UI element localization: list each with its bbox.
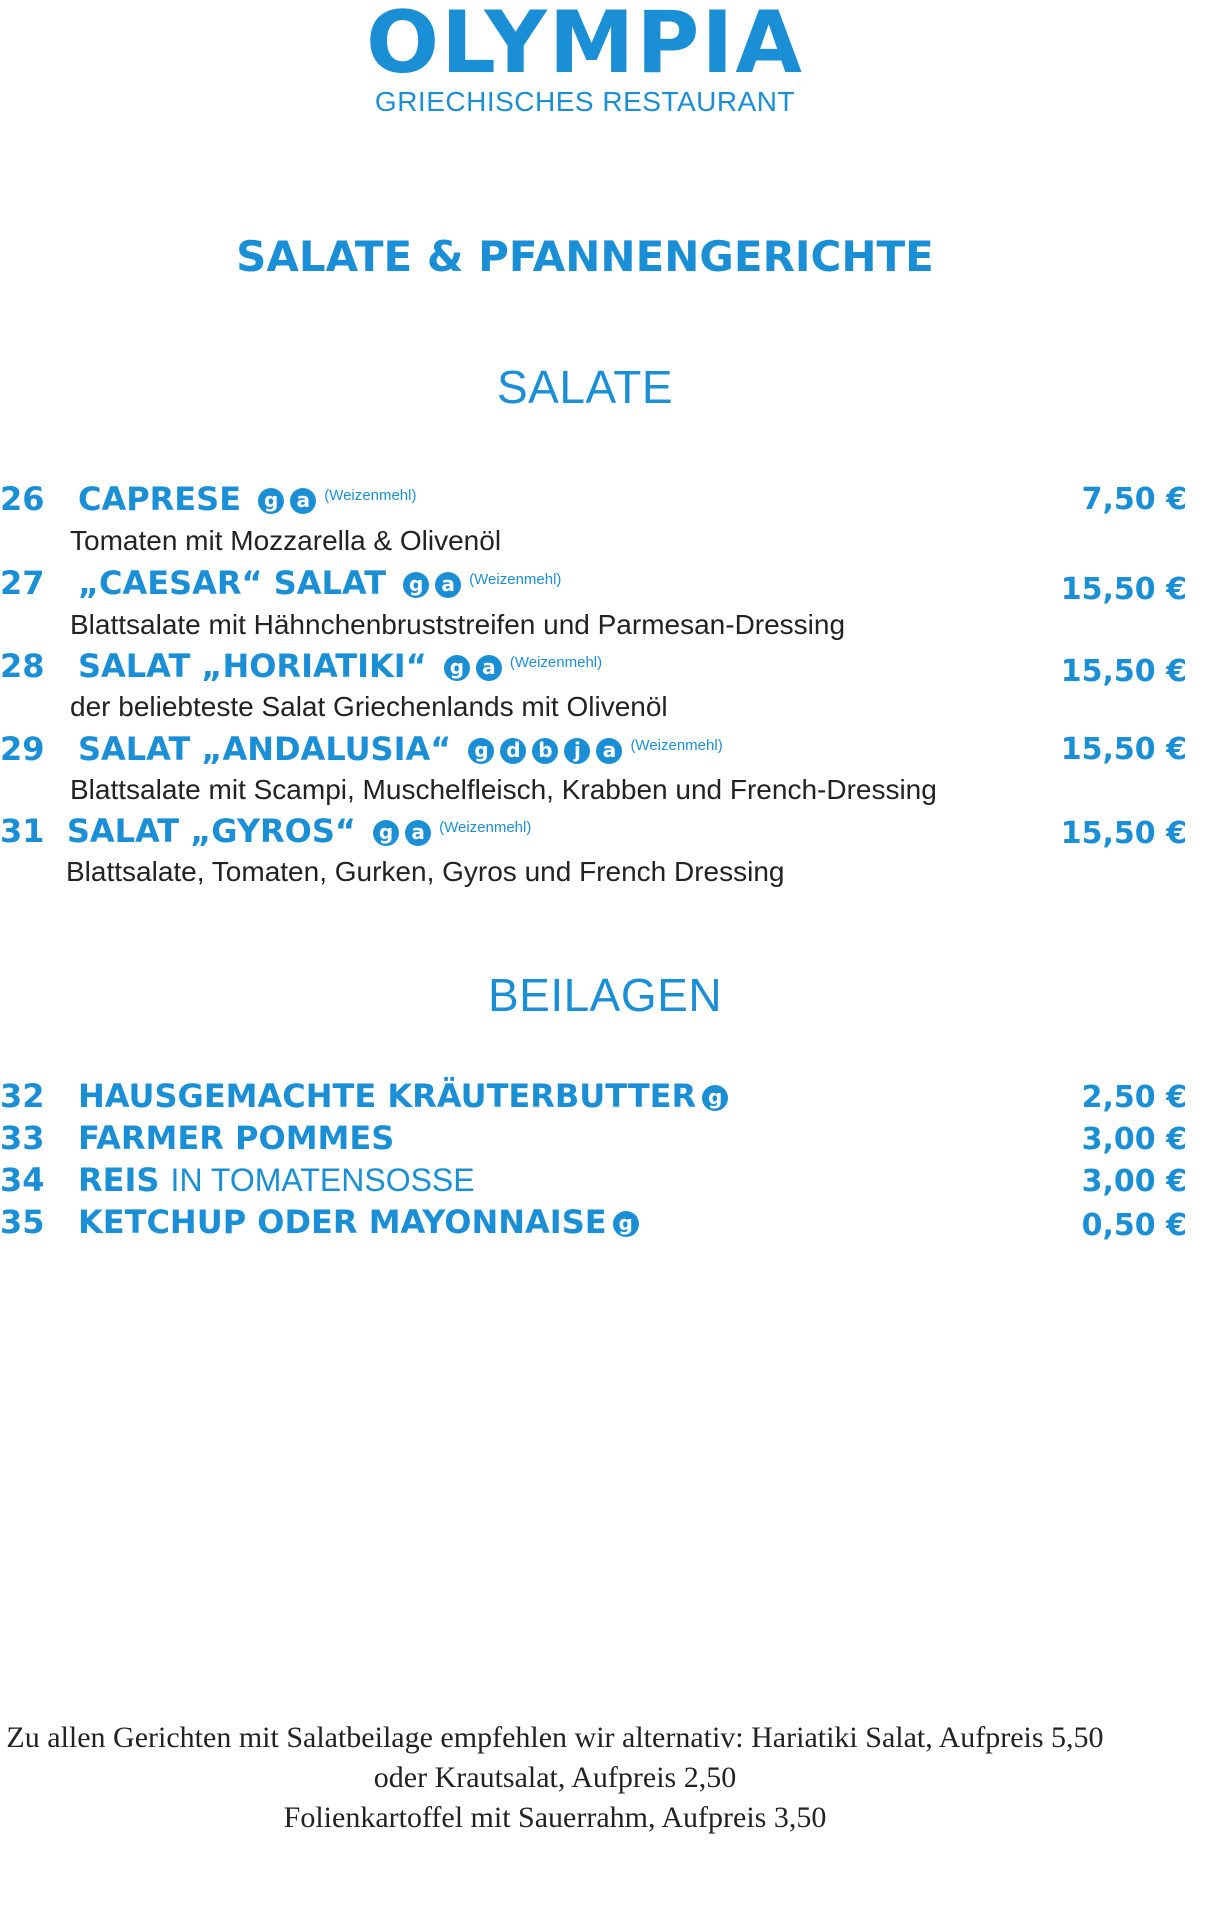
- section-title-beilagen: BEILAGEN: [487, 969, 723, 1021]
- item-name: REIS: [77, 1161, 160, 1199]
- allergen-badge: b: [532, 738, 558, 764]
- item-price: 15,50 €: [1060, 816, 1187, 851]
- item-number: 29: [0, 730, 45, 768]
- allergen-badge: g: [373, 820, 399, 846]
- item-price: 2,50 €: [1081, 1080, 1187, 1115]
- menu-item-28: [0, 643, 602, 686]
- menu-item-29: [0, 726, 723, 769]
- logo-subtitle: GRIECHISCHES RESTAURANT: [374, 86, 796, 117]
- item-number: 32: [0, 1077, 45, 1115]
- logo-title: OLYMPIA: [366, 0, 804, 93]
- item-price: 0,50 €: [1081, 1208, 1187, 1243]
- item-number: 28: [0, 647, 45, 685]
- item-description: Blattsalate mit Hähnchenbruststreifen und Parmesan-Dressing: [70, 609, 846, 640]
- allergen-badge: g: [702, 1085, 728, 1111]
- item-name: CAPRESE: [77, 480, 242, 518]
- allergen-note: (Weizenmehl): [324, 487, 417, 504]
- allergen-badge: a: [405, 820, 431, 846]
- item-price: 15,50 €: [1060, 654, 1187, 689]
- item-price: 15,50 €: [1060, 732, 1187, 767]
- allergen-badge: g: [444, 655, 470, 681]
- item-name: SALAT „GYROS“: [66, 812, 356, 850]
- item-number: 33: [0, 1119, 45, 1157]
- menu-item-32: [0, 1076, 728, 1116]
- allergen-badge: d: [500, 738, 526, 764]
- item-name: SALAT „ANDALUSIA“: [77, 730, 452, 768]
- item-name: HAUSGEMACHTE KRÄUTERBUTTER: [77, 1077, 697, 1115]
- item-name: „CAESAR“ SALAT: [77, 564, 387, 602]
- allergen-badge: g: [403, 572, 429, 598]
- item-description: Blattsalate mit Scampi, Muschelfleisch, Krabben und French-Dressing: [70, 774, 937, 805]
- allergen-badge: a: [290, 488, 316, 514]
- item-description: Blattsalate, Tomaten, Gurken, Gyros und French Dressing: [66, 856, 785, 887]
- item-number: 34: [0, 1161, 45, 1199]
- allergen-badge: g: [613, 1211, 639, 1237]
- allergen-badge: g: [468, 738, 494, 764]
- item-name: KETCHUP ODER MAYONNAISE: [77, 1203, 607, 1241]
- menu-item-31: [0, 808, 531, 851]
- footer-note-line-2: oder Krautsalat, Aufpreis 2,50: [373, 1761, 737, 1794]
- item-number: 31: [0, 812, 45, 850]
- item-description: der beliebteste Salat Griechenlands mit Olivenöl: [70, 691, 668, 722]
- item-name: SALAT „HORIATIKI“: [77, 647, 427, 685]
- allergen-badge: g: [258, 488, 284, 514]
- allergen-note: (Weizenmehl): [630, 737, 723, 754]
- menu-item-35: [0, 1202, 639, 1242]
- allergen-note: (Weizenmehl): [439, 819, 532, 836]
- allergen-badge: a: [476, 655, 502, 681]
- allergen-badge: a: [435, 572, 461, 598]
- allergen-note: (Weizenmehl): [469, 571, 562, 588]
- page-title: SALATE & PFANNENGERICHTE: [236, 232, 934, 281]
- allergen-note: (Weizenmehl): [509, 654, 603, 671]
- item-number: 27: [0, 564, 45, 602]
- allergen-badge: a: [596, 738, 622, 764]
- item-name: FARMER POMMES: [77, 1119, 395, 1157]
- item-price: 3,00 €: [1081, 1122, 1187, 1157]
- menu-item-26: [0, 476, 416, 519]
- item-price: 7,50 €: [1081, 482, 1187, 517]
- restaurant-logo: [0, 0, 1170, 118]
- item-number: 26: [0, 480, 45, 518]
- section-title-salate: SALATE: [497, 361, 673, 413]
- menu-item-34: [0, 1160, 475, 1200]
- footer-note-line-3: Folienkartoffel mit Sauerrahm, Aufpreis 3,50: [283, 1801, 827, 1834]
- item-price: 15,50 €: [1060, 572, 1187, 607]
- menu-item-33: [0, 1118, 394, 1158]
- item-description: Tomaten mit Mozzarella & Olivenöl: [70, 525, 502, 556]
- item-number: 35: [0, 1203, 45, 1241]
- footer-note-line-1: Zu allen Gerichten mit Salatbeilage empfehlen wir alternativ: Hariatiki Salat, Aufpreis 5,50: [6, 1721, 1104, 1754]
- item-name-suffix: IN TOMATENSOSSE: [170, 1162, 475, 1198]
- allergen-badge: j: [564, 738, 590, 764]
- item-price: 3,00 €: [1081, 1164, 1187, 1199]
- menu-item-27: [0, 560, 561, 603]
